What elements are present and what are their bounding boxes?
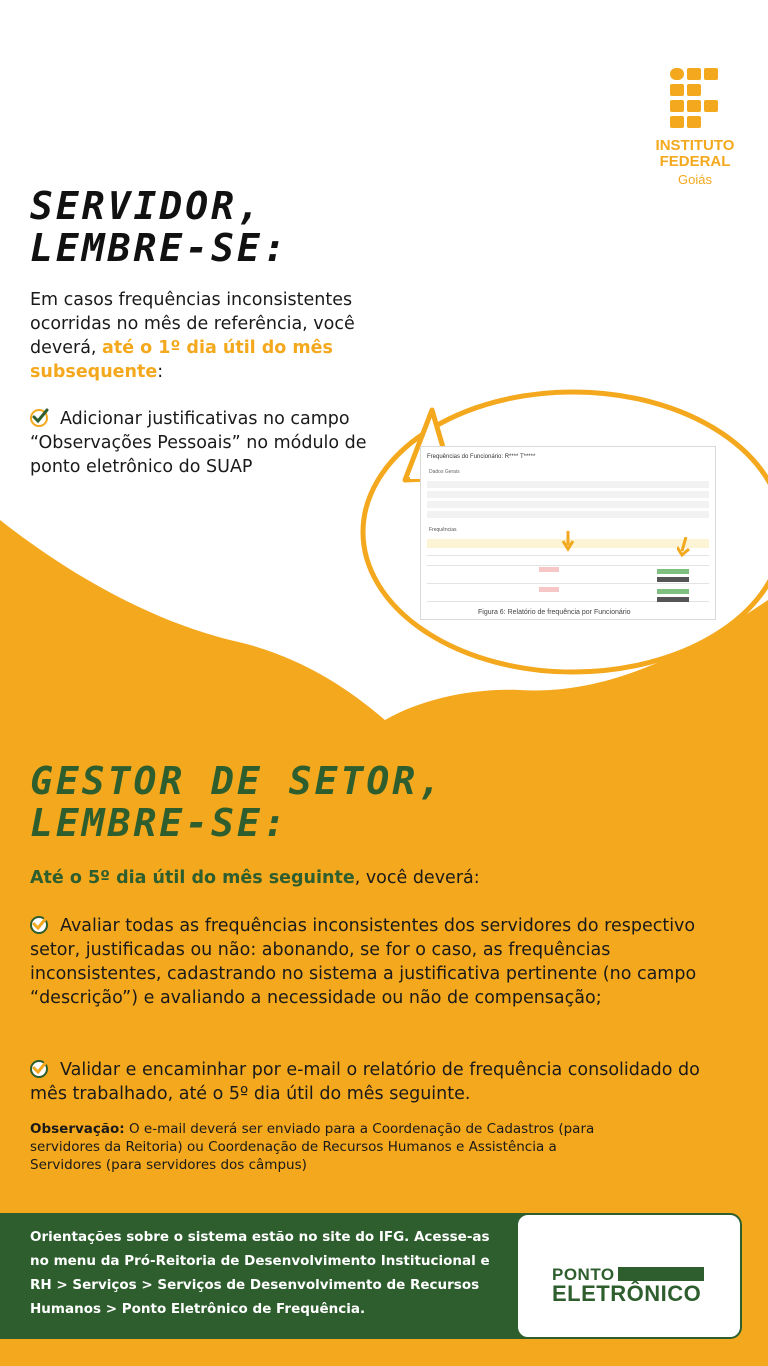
ifg-logo <box>640 68 750 198</box>
gestor-deadline-highlight: Até o 5º dia útil do mês seguinte <box>30 868 355 888</box>
servidor-intro-text: Em casos frequências inconsistentes ocorridas no mês de referência, você deverá, <box>30 290 355 358</box>
gestor-title <box>30 760 444 844</box>
ponto-eletronico-logo <box>516 1213 742 1339</box>
logo-text-eletronico: ELETRÔNICO <box>552 1281 702 1306</box>
arrow-icon <box>677 537 691 559</box>
footer <box>0 1213 768 1339</box>
screenshot-label: Frequências <box>429 527 457 533</box>
gestor-observation <box>30 1120 630 1174</box>
gestor-title-line2: LEMBRE-SE: <box>30 801 289 845</box>
logo-bar <box>618 1267 704 1281</box>
gestor-item-1 <box>30 914 740 1010</box>
observation-text: O e-mail deverá ser enviado para a Coordenação de Cadastros (para servidores da Reitoria) ou Coordenação de Recursos Humanos e Assistência a Servidores (para servidores dos câmpus) <box>30 1121 595 1173</box>
servidor-title <box>30 185 289 269</box>
servidor-title-line2: LEMBRE-SE: <box>30 226 289 270</box>
gestor-intro <box>30 866 730 890</box>
servidor-intro <box>30 288 410 384</box>
arrow-icon <box>561 531 575 553</box>
gestor-item-2-text: Validar e encaminhar por e-mail o relatório de frequência consolidado do mês trabalhado, até o 5º dia útil do mês seguinte. <box>30 1060 700 1104</box>
suap-screenshot <box>420 446 716 620</box>
logo-text-federal: FEDERAL <box>659 153 731 170</box>
footer-text: Orientações sobre o sistema estão no site do IFG. Acesse-as no menu da Pró-Reitoria de Desenvolvimento Institucional e RH > Serviços > Serviços de Desenvolvimento de Recursos Humanos > Ponto Eletrônico de Frequência. <box>30 1229 490 1317</box>
check-icon <box>30 914 50 934</box>
gestor-item-1-text: Avaliar todas as frequências inconsistentes dos servidores do respectivo setor, justificadas ou não: abonando, se for o caso, as frequências inconsistentes, cadastrando no sistema a justificativa pertinente (no campo “descrição”) e avaliando a necessidade ou não de compensação; <box>30 916 697 1008</box>
gestor-intro-text: , você deverá: <box>354 868 480 888</box>
gestor-title-line1: GESTOR DE SETOR, <box>30 759 445 803</box>
screenshot-caption: Figura 6: Relatório de frequência por Funcionário <box>478 609 631 616</box>
logo-text-instituto: INSTITUTO <box>655 137 735 154</box>
servidor-intro-end: : <box>157 362 164 382</box>
footer-info-panel <box>0 1213 540 1339</box>
servidor-title-line1: SERVIDOR, <box>30 184 263 228</box>
logo-text-ponto: PONTO <box>552 1265 615 1284</box>
servidor-deadline-highlight: até o 1º dia útil do mês subsequente <box>30 338 333 382</box>
logo-text-goias: Goiás <box>678 172 712 187</box>
servidor-item-1 <box>30 407 400 479</box>
check-icon <box>30 1058 50 1078</box>
logo-grid-icon <box>670 68 718 130</box>
servidor-item-1-text: Adicionar justificativas no campo “Observações Pessoais” no módulo de ponto eletrônico do SUAP <box>30 409 367 477</box>
gestor-item-2 <box>30 1058 740 1106</box>
observation-label: Observação: <box>30 1121 125 1137</box>
screenshot-title: Frequências do Funcionário: R**** T***** <box>427 454 536 460</box>
screenshot-section: Dados Gerais <box>429 469 460 475</box>
check-icon <box>30 407 50 427</box>
